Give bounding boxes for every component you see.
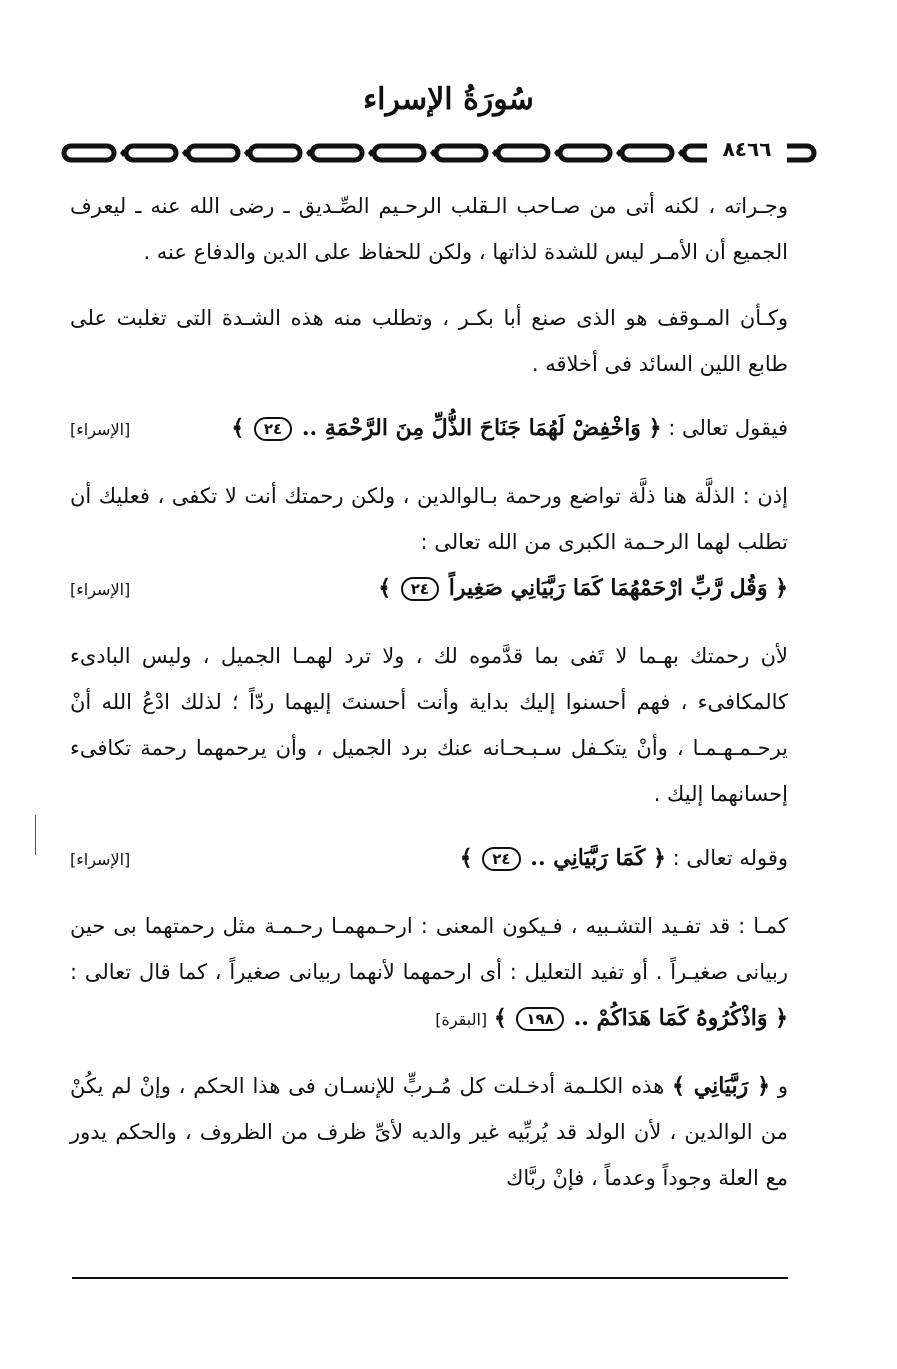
verse-with-reference — [70, 565, 788, 613]
surah-reference: [البقرة] — [435, 1010, 488, 1029]
ayah-number: ٢٤ — [401, 577, 439, 601]
surah-title: سُورَةُ الإسراء — [363, 82, 534, 117]
quran-verse: ﴿ وَاخْفِضْ لَهُمَا جَنَاحَ الذُّلِّ مِنَ الرَّحْمَةِ .. — [301, 415, 662, 441]
paragraph-text: هذه الكلـمة أدخـلت كل مُـربٍّ للإنسـان فى هذا الحكم ، وإنْ لم يكُنْ من الوالدين ، لأن الولد قد يُربِّيه غير والديه لأىِّ ظرف من الظروف ، والحكم يدور مع العلة وجوداً وعدماً ، فإنْ ربَّاك — [70, 1074, 788, 1190]
body-text — [70, 183, 788, 1201]
paragraph-4 — [70, 473, 788, 613]
paragraph-1: وجـراته ، لكنه أتى من صـاحب الـقلب الرحـيم الصِّـديق ـ رضى الله عنه ـ ليعرف الجميع أن الأمـر ليس للشدة لذاتها ، ولكن للحفاظ على الدين والدفاع عنه . — [70, 194, 788, 264]
page-number: ٨٤٦٦ — [707, 134, 787, 164]
verse-line-content — [231, 405, 788, 451]
paragraph-text: إذن : الذلَّة هنا ذلَّة تواضع ورحمة بـالوالدين ، ولكن رحمتك أنت لا تكفى ، فعليك أن تطلب لهما الرحـمة الكبرى من الله تعالى : — [70, 484, 788, 554]
quran-verse: ﴿ رَبَّيَانِي ﴾ — [672, 1073, 770, 1099]
paragraph-2: وكـأن المـوقف هو الذى صنع أبا بكـر ، وتطلب منه هذه الشـدة التى تغلبت على طابع اللين السائد فى أخلاقه . — [70, 306, 788, 376]
paragraph-text: كمـا : قد تفـيد التشـبيه ، فـيكون المعنى : ارحـمهمـا رحـمـة مثل رحمتهما بى حين ربيانى صغيـراً . أو تفيد التعليل : أى ارحمهما لأنهما ربيانى صغيراً ، كما قال تعالى : — [70, 914, 788, 984]
paragraph-7 — [70, 903, 788, 1043]
paragraph-text-start: و — [777, 1074, 788, 1098]
quran-verse: ﴿ كَمَا رَبَّيَانِي .. — [530, 845, 666, 871]
surah-reference: [الإسراء] — [70, 420, 131, 439]
ayah-number: ٢٤ — [482, 847, 520, 871]
quran-verse: ﴿ وَاذْكُرُوهُ كَمَا هَدَاكُمْ .. — [573, 1005, 788, 1031]
paragraph-3 — [70, 405, 788, 453]
intro-text: وقوله تعالى : — [672, 846, 788, 870]
paragraph-8 — [70, 1063, 788, 1201]
verse-close-bracket: ﴾ — [378, 575, 392, 601]
quran-verse: ﴿ وَقُل رَّبِّ ارْحَمْهُمَا كَمَا رَبَّيَانِي صَغِيراً — [448, 575, 788, 601]
surah-reference: [الإسراء] — [70, 580, 131, 599]
ornamental-border — [60, 140, 820, 166]
intro-text: فيقول تعالى : — [668, 416, 788, 440]
paragraph-6 — [70, 835, 788, 883]
ayah-number: ١٩٨ — [516, 1007, 563, 1031]
bottom-rule — [72, 1277, 788, 1279]
paragraph-5: لأن رحمتك بهـما لا تَفى بما قدَّموه لك ، ولا ترد لهمـا الجميل ، وليس البادىء كالمكافىء ، فهم أحسنوا إليك بداية وأنت أحسنتَ إليهما ردّاً ؛ لذلك ادْعُ الله أنْ يرحـمـهـمـا ، وأنْ يتكـفل سـبـحـانه عنك برد الجميل ، وأن يرحمهما رحمة تكافىء إحسانهما إليك . — [70, 644, 788, 806]
verse-close-bracket: ﴾ — [493, 1005, 507, 1031]
verse-close-bracket: ﴾ — [459, 845, 473, 871]
surah-reference: [الإسراء] — [70, 850, 131, 869]
margin-mark — [35, 815, 36, 855]
verse-close-bracket: ﴾ — [231, 415, 245, 441]
ayah-number: ٢٤ — [254, 417, 292, 441]
